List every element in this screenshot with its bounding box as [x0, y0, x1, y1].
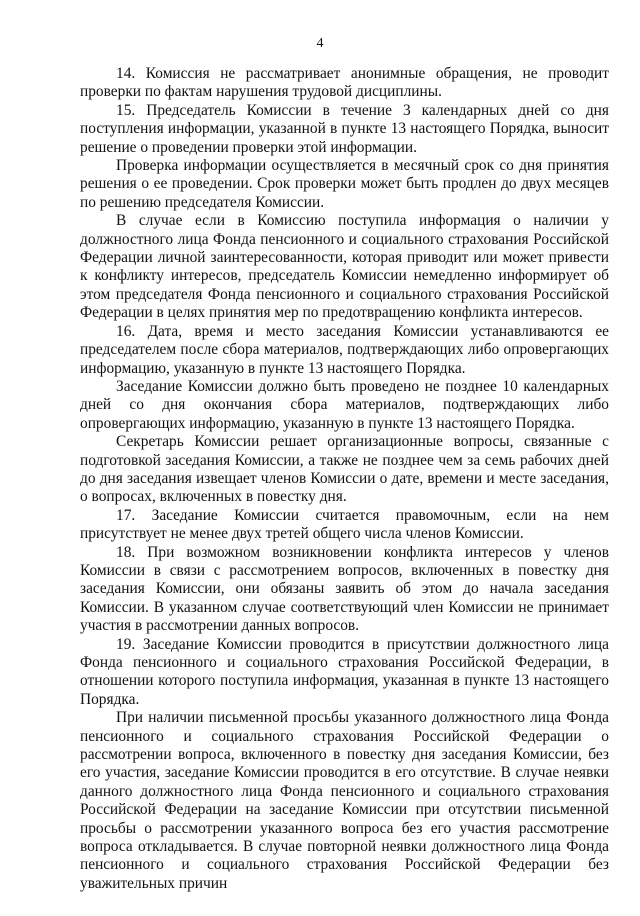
- document-body: [80, 65, 609, 893]
- paragraph-verification-term: Проверка информации осуществляется в месячный срок со дня принятия решения о ее проведении. Срок проверки может быть продлен до двух месяцев по решению председателя Комиссии.: [80, 157, 609, 211]
- paragraph-item-15: 15. Председатель Комиссии в течение 3 календарных дней со дня поступления информации, указанной в пункте 13 настоящего Порядка, выносит решение о проведении проверки этой информации.: [80, 101, 609, 156]
- paragraph-item-14: 14. Комиссия не рассматривает анонимные обращения, не проводит проверки по фактам нарушения трудовой дисциплины.: [80, 65, 609, 101]
- paragraph-item-17: 17. Заседание Комиссии считается правомочным, если на нем присутствует не менее двух третей общего числа членов Комиссии.: [80, 506, 609, 543]
- paragraph-secretary-duties: Секретарь Комиссии решает организационные вопросы, связанные с подготовкой заседания Комиссии, а также не позднее чем за семь рабочих дней до дня заседания извещает членов Комиссии о дате, времени и месте заседания, о вопросах, включенных в повестку дня.: [80, 433, 609, 506]
- page-number: 4: [316, 36, 324, 51]
- paragraph-conflict-notice: В случае если в Комиссию поступила информация о наличии у должностного лица Фонда пенсионного и социального страхования Российской Федерации личной заинтересованности, которая приводит или может привести к конфликту интересов, председатель Комиссии немедленно информирует об этом председателя Фонда пенсионного и социального страхования Российской Федерации в целях принятия мер по предотвращению конфликта интересов.: [80, 212, 609, 322]
- paragraph-item-18: 18. При возможном возникновении конфликта интересов у членов Комиссии в связи с рассмотрением вопросов, включенных в повестку дня заседания Комиссии, они обязаны заявить об этом до начала заседания Комиссии. В указанном случае соответствующий член Комиссии не принимает участия в рассмотрении данных вопросов.: [80, 543, 609, 635]
- paragraph-item-19: 19. Заседание Комиссии проводится в присутствии должностного лица Фонда пенсионного и социального страхования Российской Федерации, в отношении которого поступила информация, указанная в пункте 13 настоящего Порядка.: [80, 635, 609, 708]
- paragraph-meeting-deadline: Заседание Комиссии должно быть проведено не позднее 10 календарных дней со дня окончания сбора материалов, подтверждающих либо опровергающих информацию, указанную в пункте 13 настоящего Порядка.: [80, 377, 609, 432]
- paragraph-absence-rules: При наличии письменной просьбы указанного должностного лица Фонда пенсионного и социального страхования Российской Федерации о рассмотрении вопроса, включенного в повестку дня заседания Комиссии, без его участия, заседание Комиссии проводится в его отсутствие. В случае неявки данного должностного лица Фонда пенсионного и социального страхования Российской Федерации на заседание Комиссии при отсутствии письменной просьбы о рассмотрении указанного вопроса без его участия рассмотрение вопроса откладывается. В случае повторной неявки должностного лица Фонда пенсионного и социального страхования Российской Федерации без уважительных причин: [80, 709, 609, 892]
- paragraph-item-16: 16. Дата, время и место заседания Комиссии устанавливаются ее председателем после сбора материалов, подтверждающих либо опровергающих информацию, указанную в пункте 13 настоящего Порядка.: [80, 322, 609, 377]
